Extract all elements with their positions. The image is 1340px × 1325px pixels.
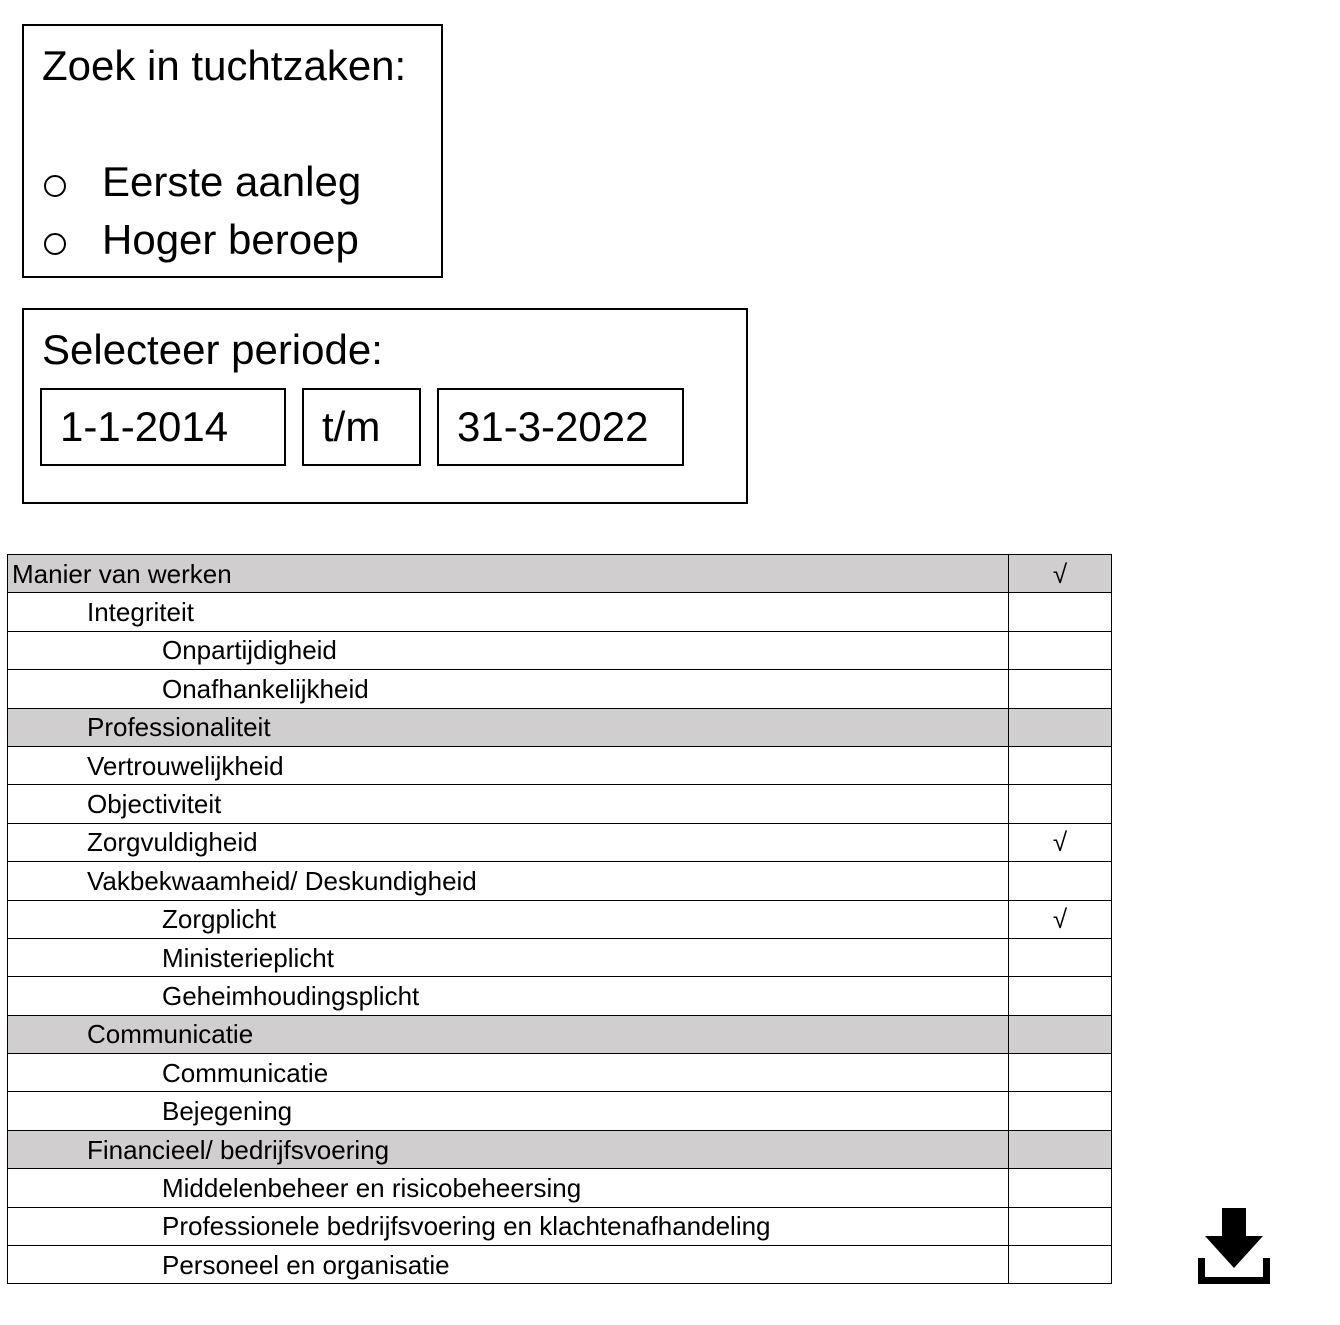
radio-circle-icon[interactable] [44, 175, 66, 197]
table-row[interactable] [8, 631, 1112, 669]
table-row[interactable] [8, 977, 1112, 1015]
category-label: Objectiviteit [87, 789, 222, 820]
table-row[interactable] [8, 823, 1112, 861]
category-check-cell[interactable]: √ [1009, 900, 1112, 938]
category-check-cell[interactable] [1009, 1246, 1112, 1284]
category-table-body [8, 555, 1112, 1284]
category-label: Vertrouwelijkheid [87, 750, 284, 781]
category-check-cell[interactable] [1009, 977, 1112, 1015]
table-row[interactable] [8, 785, 1112, 823]
category-label-cell [8, 1015, 1009, 1053]
category-check-cell[interactable] [1009, 1207, 1112, 1245]
category-label: Communicatie [162, 1057, 329, 1088]
table-row[interactable] [8, 708, 1112, 746]
table-row[interactable] [8, 1015, 1112, 1053]
search-title: Zoek in tuchtzaken: [42, 42, 407, 89]
category-label: Communicatie [87, 1019, 254, 1050]
category-check-cell[interactable] [1009, 708, 1112, 746]
category-check-cell[interactable] [1009, 1169, 1112, 1207]
category-label: Bejegening [162, 1096, 293, 1127]
category-check-cell[interactable] [1009, 1015, 1112, 1053]
category-label: Zorgvuldigheid [87, 827, 258, 858]
category-label: Zorgplicht [162, 904, 277, 935]
table-row[interactable] [8, 1207, 1112, 1245]
radio-eerste-aanleg[interactable] [44, 156, 361, 208]
category-label: Ministerieplicht [162, 942, 334, 973]
table-row[interactable] [8, 1130, 1112, 1168]
category-label-cell [8, 631, 1009, 669]
category-check-cell[interactable]: √ [1009, 823, 1112, 861]
table-row[interactable] [8, 555, 1112, 593]
category-label: Professionaliteit [87, 712, 271, 743]
period-title: Selecteer periode: [42, 326, 383, 373]
category-label-cell [8, 1130, 1009, 1168]
category-label: Vakbekwaamheid/ Deskundigheid [87, 865, 477, 896]
category-label-cell [8, 1246, 1009, 1284]
table-row[interactable] [8, 1092, 1112, 1130]
date-separator: t/m [302, 388, 421, 466]
category-label-cell [8, 1054, 1009, 1092]
category-check-cell[interactable] [1009, 1092, 1112, 1130]
download-icon [1196, 1206, 1274, 1286]
category-label: Personeel en organisatie [162, 1249, 450, 1280]
category-label-cell [8, 1169, 1009, 1207]
category-label-cell [8, 746, 1009, 784]
category-check-cell[interactable] [1009, 1130, 1112, 1168]
category-label: Onafhankelijkheid [162, 673, 369, 704]
category-label-cell [8, 785, 1009, 823]
radio-label: Eerste aanleg [102, 158, 362, 205]
category-label: Onpartijdigheid [162, 635, 337, 666]
table-row[interactable] [8, 1246, 1112, 1284]
category-label: Financieel/ bedrijfsvoering [87, 1134, 390, 1165]
search-panel [22, 24, 443, 278]
category-label-cell [8, 1092, 1009, 1130]
table-row[interactable] [8, 746, 1112, 784]
table-row[interactable] [8, 900, 1112, 938]
category-check-cell[interactable] [1009, 1054, 1112, 1092]
category-label: Geheimhoudingsplicht [162, 980, 420, 1011]
date-to-field[interactable]: 31-3-2022 [437, 388, 684, 466]
date-from-field[interactable]: 1-1-2014 [40, 388, 286, 466]
download-button[interactable] [1196, 1206, 1274, 1286]
category-check-cell[interactable] [1009, 938, 1112, 976]
category-table [7, 554, 1112, 1284]
category-label: Middelenbeheer en risicobeheersing [162, 1172, 582, 1203]
table-row[interactable] [8, 1054, 1112, 1092]
category-label: Manier van werken [12, 558, 232, 589]
period-panel [22, 308, 748, 504]
category-label-cell [8, 862, 1009, 900]
category-label-cell [8, 900, 1009, 938]
table-row[interactable] [8, 862, 1112, 900]
category-label-cell [8, 1207, 1009, 1245]
category-label-cell [8, 555, 1009, 593]
category-label: Integriteit [87, 597, 194, 628]
category-label-cell [8, 708, 1009, 746]
radio-circle-icon[interactable] [44, 233, 66, 255]
category-label-cell [8, 938, 1009, 976]
category-check-cell[interactable] [1009, 785, 1112, 823]
category-check-cell[interactable] [1009, 862, 1112, 900]
radio-hoger-beroep[interactable] [44, 214, 359, 266]
category-check-cell[interactable] [1009, 593, 1112, 631]
category-label-cell [8, 977, 1009, 1015]
table-row[interactable] [8, 1169, 1112, 1207]
category-label-cell [8, 823, 1009, 861]
category-label: Professionele bedrijfsvoering en klachtenafhandeling [162, 1211, 771, 1242]
category-check-cell[interactable] [1009, 746, 1112, 784]
table-row[interactable] [8, 938, 1112, 976]
category-check-cell[interactable]: √ [1009, 555, 1112, 593]
table-row[interactable] [8, 670, 1112, 708]
radio-label: Hoger beroep [102, 216, 359, 263]
table-row[interactable] [8, 593, 1112, 631]
category-label-cell [8, 670, 1009, 708]
category-label-cell [8, 593, 1009, 631]
category-check-cell[interactable] [1009, 631, 1112, 669]
category-check-cell[interactable] [1009, 670, 1112, 708]
